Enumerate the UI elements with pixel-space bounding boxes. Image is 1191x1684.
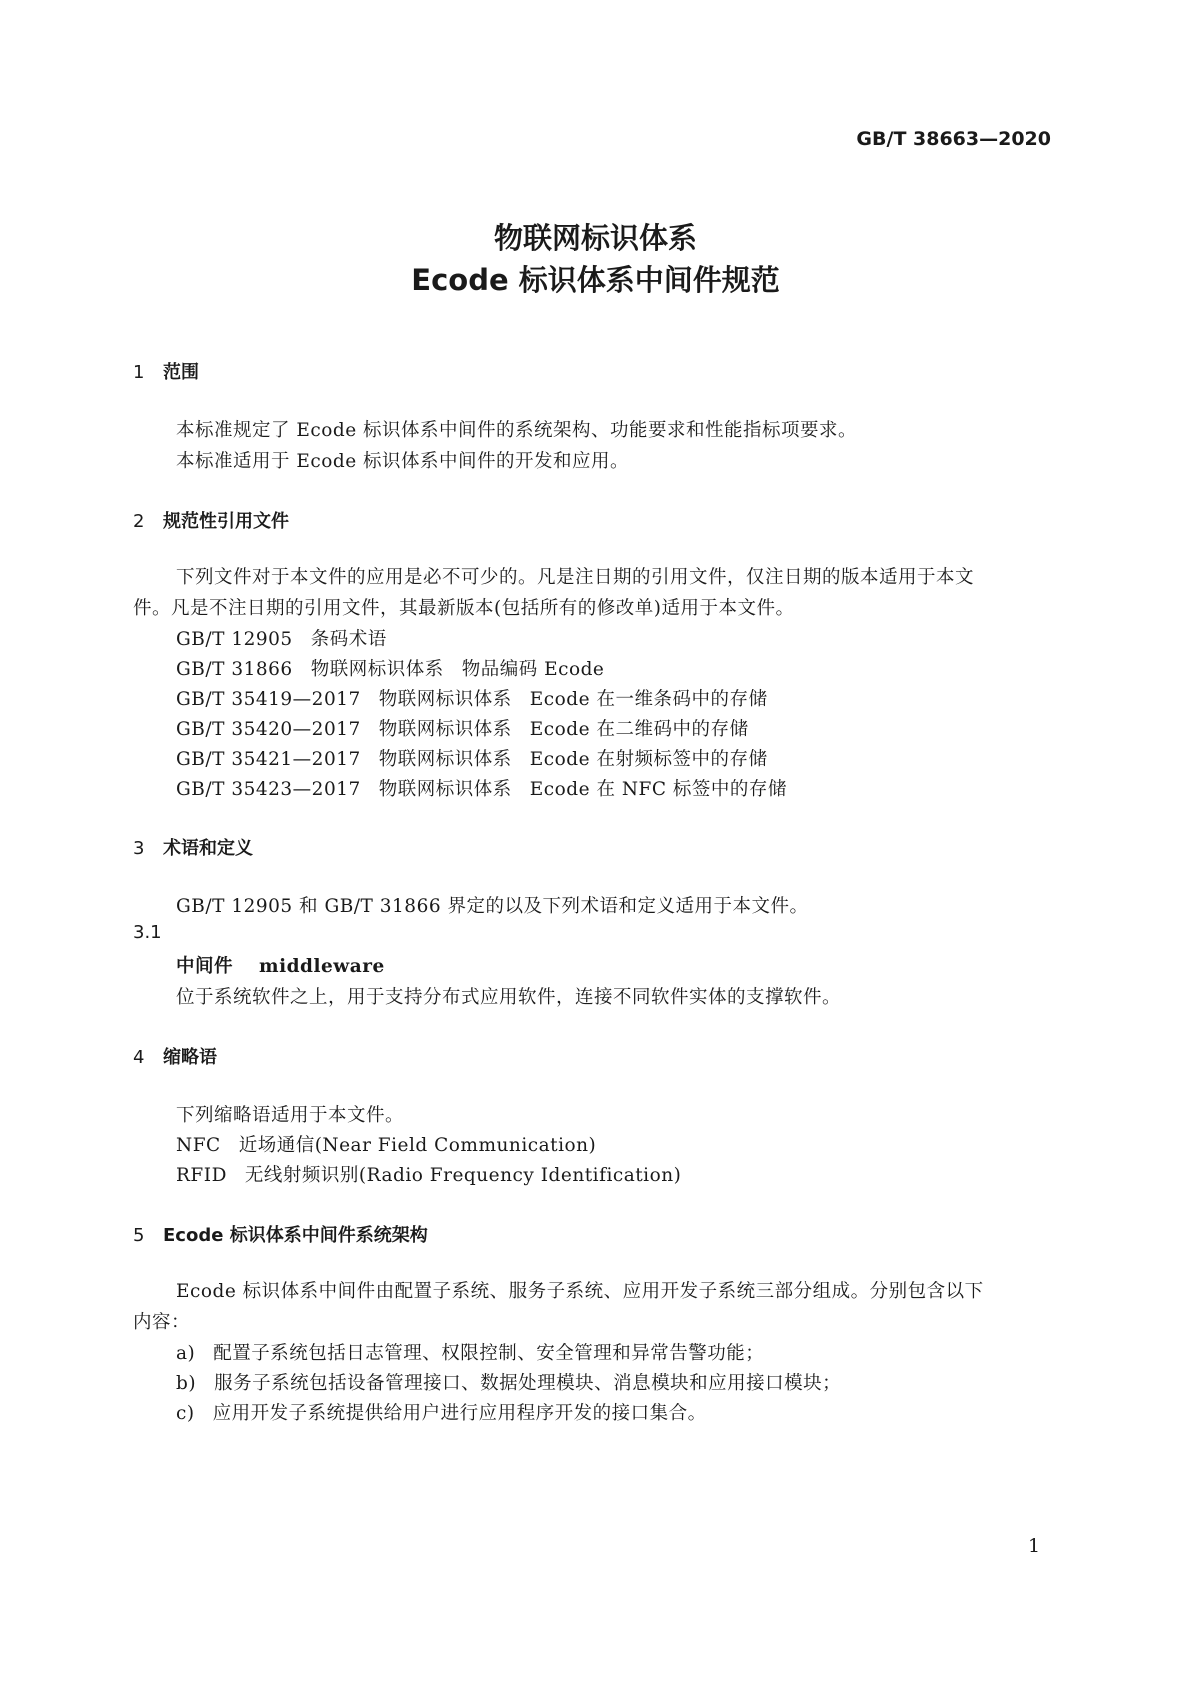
reference-item xyxy=(176,745,767,771)
list-label: b) xyxy=(176,1373,197,1394)
section-title: Ecode 标识体系中间件系统架构 xyxy=(163,1225,428,1246)
reference-series: 物联网标识体系 xyxy=(378,749,512,770)
list-item xyxy=(176,1339,764,1365)
reference-desc: Ecode 在 NFC 标签中的存储 xyxy=(529,779,787,800)
list-text: 配置子系统包括日志管理、权限控制、安全管理和异常告警功能； xyxy=(213,1343,765,1364)
reference-code: GB/T 35420—2017 xyxy=(176,719,361,740)
section-heading-1 xyxy=(133,358,199,384)
section-number: 2 xyxy=(133,511,145,532)
list-text: 服务子系统包括设备管理接口、数据处理模块、消息模块和应用接口模块； xyxy=(214,1373,842,1394)
abbreviation-item xyxy=(176,1131,596,1157)
reference-item xyxy=(176,655,604,681)
reference-item xyxy=(176,715,748,741)
reference-code: GB/T 31866 xyxy=(176,659,293,680)
paragraph: 本标准规定了 Ecode 标识体系中间件的系统架构、功能要求和性能指标项要求。 xyxy=(176,420,858,441)
reference-item xyxy=(176,625,387,651)
reference-desc: Ecode 在一维条码中的存储 xyxy=(529,689,768,710)
reference-series: 物联网标识体系 xyxy=(378,779,512,800)
list-text: 应用开发子系统提供给用户进行应用程序开发的接口集合。 xyxy=(212,1403,707,1424)
subsection-number: 3.1 xyxy=(133,922,162,943)
paragraph: 内容： xyxy=(133,1312,191,1333)
section-title: 术语和定义 xyxy=(163,838,253,859)
reference-code: GB/T 12905 xyxy=(176,629,293,650)
section-title: 范围 xyxy=(163,362,199,383)
list-item xyxy=(176,1399,707,1425)
paragraph: 本标准适用于 Ecode 标识体系中间件的开发和应用。 xyxy=(176,451,630,472)
reference-series: 物联网标识体系 xyxy=(378,689,512,710)
abbreviation: RFID xyxy=(176,1165,227,1186)
section-number: 3 xyxy=(133,838,145,859)
list-label: a) xyxy=(176,1343,196,1364)
section-heading-3 xyxy=(133,834,253,860)
reference-desc: Ecode 在二维码中的存储 xyxy=(529,719,749,740)
abbreviation-item xyxy=(176,1161,681,1187)
page-number: 1 xyxy=(1028,1535,1041,1557)
document-title-line1: 物联网标识体系 xyxy=(493,221,697,255)
reference-item xyxy=(176,775,787,801)
term-chinese: 中间件 xyxy=(176,956,234,977)
term-definition: 位于系统软件之上，用于支持分布式应用软件，连接不同软件实体的支撑软件。 xyxy=(176,987,842,1008)
section-number: 1 xyxy=(133,362,145,383)
section-number: 4 xyxy=(133,1047,145,1068)
reference-series: 条码术语 xyxy=(310,629,387,650)
term-english: middleware xyxy=(259,956,385,977)
list-label: c) xyxy=(176,1403,195,1424)
section-heading-4 xyxy=(133,1043,217,1069)
paragraph: 下列缩略语适用于本文件。 xyxy=(176,1105,405,1126)
list-item xyxy=(176,1369,841,1395)
reference-desc: 物品编码 Ecode xyxy=(461,659,605,680)
reference-series: 物联网标识体系 xyxy=(310,659,444,680)
reference-code: GB/T 35423—2017 xyxy=(176,779,361,800)
reference-code: GB/T 35421—2017 xyxy=(176,749,361,770)
section-heading-5 xyxy=(133,1221,428,1247)
abbreviation: NFC xyxy=(176,1135,221,1156)
abbreviation-meaning: 无线射频识别(Radio Frequency Identification) xyxy=(244,1165,682,1186)
paragraph: 件。凡是不注日期的引用文件，其最新版本(包括所有的修改单)适用于本文件。 xyxy=(133,598,795,619)
section-number: 5 xyxy=(133,1225,145,1246)
paragraph: 下列文件对于本文件的应用是必不可少的。凡是注日期的引用文件，仅注日期的版本适用于本文 xyxy=(176,567,975,588)
document-title-line2: Ecode 标识体系中间件规范 xyxy=(411,263,780,297)
term-entry xyxy=(176,952,385,978)
reference-desc: Ecode 在射频标签中的存储 xyxy=(529,749,768,770)
reference-code: GB/T 35419—2017 xyxy=(176,689,361,710)
abbreviation-meaning: 近场通信(Near Field Communication) xyxy=(238,1135,597,1156)
reference-series: 物联网标识体系 xyxy=(378,719,512,740)
standard-number: GB/T 38663—2020 xyxy=(856,128,1051,150)
section-heading-2 xyxy=(133,507,289,533)
paragraph: Ecode 标识体系中间件由配置子系统、服务子系统、应用开发子系统三部分组成。分别包含以下 xyxy=(176,1281,984,1302)
section-title: 缩略语 xyxy=(163,1047,217,1068)
paragraph: GB/T 12905 和 GB/T 31866 界定的以及下列术语和定义适用于本文件。 xyxy=(176,896,809,917)
section-title: 规范性引用文件 xyxy=(163,511,289,532)
reference-item xyxy=(176,685,767,711)
